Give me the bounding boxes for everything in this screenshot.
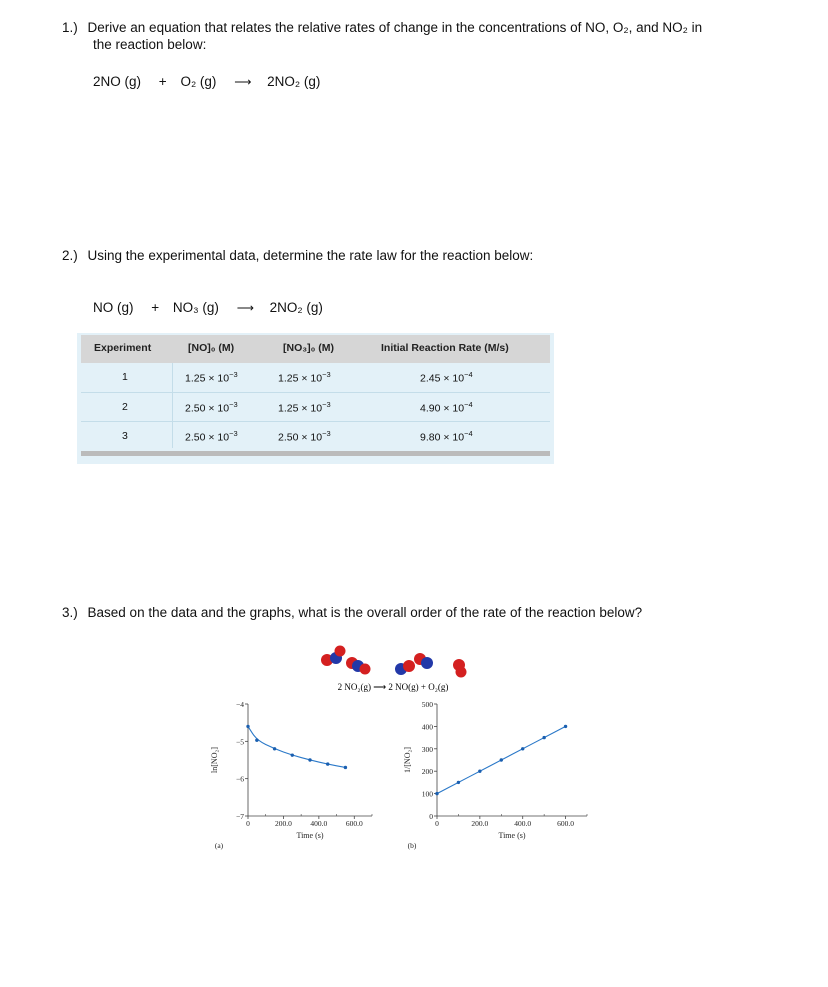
row3-no3-exponent: −3 <box>322 429 331 438</box>
equation-2 <box>93 300 323 315</box>
question-1-number: 1.) <box>62 20 78 35</box>
eq2-reactant1: NO (g) <box>93 300 134 315</box>
row2-rate-exponent: −4 <box>464 400 473 409</box>
column-divider <box>172 363 173 448</box>
data-point <box>521 747 524 750</box>
no2-oxygen-atom-icon <box>335 646 346 657</box>
no2-molecule-icon <box>346 657 371 675</box>
row3-no3 <box>278 429 331 444</box>
x-tick-label: 0 <box>435 819 439 828</box>
row3-experiment: 3 <box>122 430 128 442</box>
reaction-figure <box>180 636 628 850</box>
row1-no3 <box>278 370 331 385</box>
eq2-product: 2NO₂ (g) <box>269 300 323 315</box>
row3-rate-exponent: −4 <box>464 429 473 438</box>
row1-no3-exponent: −3 <box>322 370 331 379</box>
x-tick-label: 600.0 <box>557 819 575 828</box>
data-point <box>308 758 311 761</box>
row2-no <box>185 400 238 415</box>
data-point <box>255 739 258 742</box>
question-3-number: 3.) <box>62 605 78 620</box>
row1-rate-mantissa: 2.45 × 10 <box>420 372 465 385</box>
x-axis-label: Time (s) <box>296 831 324 840</box>
question-1-text-line1: Derive an equation that relates the relative rates of change in the concentrations of NO, O₂, and NO₂ in <box>87 20 703 35</box>
x-tick-label: 600.0 <box>345 819 363 828</box>
question-3-text: Based on the data and the graphs, what is the overall order of the rate of the reaction below? <box>87 605 643 620</box>
y-tick-label: 200 <box>421 767 433 777</box>
eq2-arrow: ⟶ <box>236 301 254 315</box>
x-tick-label: 200.0 <box>274 819 292 828</box>
row-divider <box>81 392 550 393</box>
no-molecule-icon <box>414 653 433 669</box>
data-point <box>326 762 329 765</box>
data-point <box>542 736 545 739</box>
row2-no3 <box>278 400 331 415</box>
y-tick-label: −7 <box>236 812 244 821</box>
row3-no-mantissa: 2.50 × 10 <box>185 431 230 444</box>
y-tick-label: 400 <box>421 722 433 732</box>
y-tick-label: 500 <box>421 700 433 709</box>
row1-no-mantissa: 1.25 × 10 <box>185 372 230 385</box>
row2-experiment: 2 <box>122 401 128 413</box>
data-point <box>273 747 276 750</box>
y-tick-label: −6 <box>236 774 244 784</box>
row3-rate <box>420 429 473 444</box>
o2-molecule-icon <box>453 659 467 678</box>
row3-no <box>185 429 238 444</box>
no2-molecule-icon <box>321 646 346 667</box>
figure-canvas <box>180 636 628 850</box>
x-tick-label: 400.0 <box>514 819 532 828</box>
eq2-reactant2: NO₃ (g) <box>172 300 219 315</box>
row3-no-exponent: −3 <box>229 429 238 438</box>
row2-rate <box>420 400 473 415</box>
row1-no-exponent: −3 <box>229 370 238 379</box>
eq1-reactant2: O₂ (g) <box>180 74 217 89</box>
x-tick-label: 200.0 <box>471 819 489 828</box>
question-2-text: Using the experimental data, determine the rate law for the reaction below: <box>87 248 534 263</box>
row-divider <box>81 421 550 422</box>
chart-panel-b <box>403 700 587 850</box>
panel-label: (b) <box>407 841 417 850</box>
data-point <box>500 758 503 761</box>
header-experiment: Experiment <box>94 342 152 354</box>
question-1 <box>62 19 702 36</box>
series-line <box>248 726 345 767</box>
question-1-continued <box>93 36 206 53</box>
no-molecule-icon <box>395 660 415 675</box>
no-nitrogen-atom-icon <box>421 657 433 669</box>
y-axis-label: ln[NO₂] <box>210 747 219 773</box>
y-tick-label: 100 <box>421 789 433 799</box>
row2-no-mantissa: 2.50 × 10 <box>185 402 230 415</box>
rate-data-table <box>77 333 554 464</box>
figure-reaction-label: 2 NO₂(g) ⟶ 2 NO(g) + O₂(g) <box>337 682 449 692</box>
data-point <box>478 770 481 773</box>
data-point <box>457 781 460 784</box>
row3-no3-mantissa: 2.50 × 10 <box>278 431 323 444</box>
y-tick-label: 0 <box>429 812 433 821</box>
row1-rate <box>420 370 473 385</box>
header-rate: Initial Reaction Rate (M/s) <box>381 342 509 354</box>
y-tick-label: −5 <box>236 737 244 747</box>
row1-no3-mantissa: 1.25 × 10 <box>278 372 323 385</box>
row1-experiment: 1 <box>122 371 128 383</box>
row2-rate-mantissa: 4.90 × 10 <box>420 402 465 415</box>
question-3 <box>62 604 642 621</box>
no2-oxygen-atom-icon <box>360 664 371 675</box>
header-no3-concentration: [NO₃]₀ (M) <box>283 342 334 354</box>
equation-1 <box>93 74 320 89</box>
eq1-arrow: ⟶ <box>234 75 252 89</box>
row2-no3-exponent: −3 <box>322 400 331 409</box>
question-2-number: 2.) <box>62 248 78 263</box>
row2-no3-mantissa: 1.25 × 10 <box>278 402 323 415</box>
y-axis-label: 1/[NO₂] <box>403 747 412 773</box>
data-point <box>291 753 294 756</box>
row1-rate-exponent: −4 <box>464 370 473 379</box>
table-bottom-rule <box>81 451 550 456</box>
eq1-plus: + <box>158 74 167 89</box>
eq2-plus: + <box>151 300 160 315</box>
x-axis-label: Time (s) <box>498 831 526 840</box>
panel-label: (a) <box>214 841 224 850</box>
question-2 <box>62 247 533 264</box>
row2-no-exponent: −3 <box>229 400 238 409</box>
chart-panel-a <box>210 700 372 850</box>
x-tick-label: 400.0 <box>310 819 328 828</box>
header-no-concentration: [NO]₀ (M) <box>188 342 235 354</box>
row3-rate-mantissa: 9.80 × 10 <box>420 431 465 444</box>
eq1-reactant1: 2NO (g) <box>93 74 142 89</box>
data-point <box>246 725 249 728</box>
y-tick-label: −4 <box>236 700 244 709</box>
no-oxygen-atom-icon <box>403 660 415 672</box>
y-tick-label: 300 <box>421 744 433 754</box>
o2-oxygen-atom-icon <box>456 667 467 678</box>
question-1-text-line2: the reaction below: <box>93 37 207 52</box>
data-point <box>564 725 567 728</box>
data-point <box>435 792 438 795</box>
eq1-product: 2NO₂ (g) <box>267 74 321 89</box>
row1-no <box>185 370 238 385</box>
x-tick-label: 0 <box>246 819 250 828</box>
data-point <box>344 766 347 769</box>
